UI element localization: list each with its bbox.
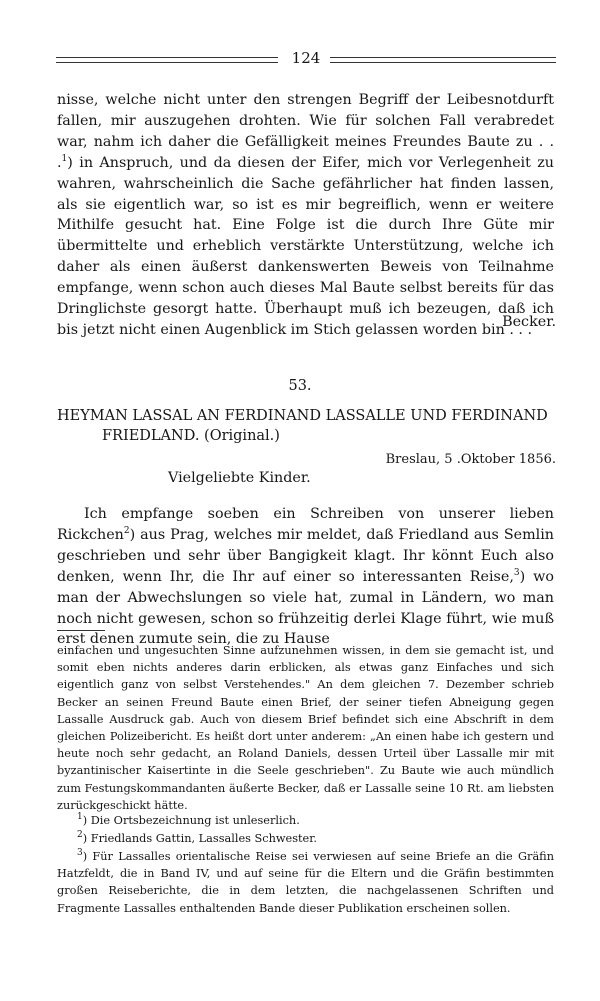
- footnote-ref-1: 1: [61, 153, 68, 164]
- signature: Becker.: [502, 314, 556, 330]
- footnote-3: $^3$) Für Lassalles orientalische Reise sei verwiesen auf seine Briefe an die Gräfin Hatzfeldt, die in Band IV, und auf seine für die Eltern und die Gräfin bestimmten großen Reiseberichte, die in dem letzten, die nachgelassenen Schriften und Fragmente Lassalles enthaltenden Bande dieser Publikation erscheinen sollen.: [57, 848, 554, 915]
- page-number: 124: [291, 49, 321, 67]
- letter-title-line1: HEYMAN LASSAL AN FERDINAND LASSALLE UND FERDINAND: [57, 408, 548, 424]
- footnote-1: $^1$) Die Ortsbezeichnung ist unleserlich.: [77, 812, 300, 827]
- running-header: [52, 48, 556, 68]
- footnote-ref-3: 3: [513, 567, 520, 578]
- footnote-ref-2: 2: [123, 526, 130, 537]
- letter-number: 53.: [288, 378, 312, 394]
- continuation-paragraph: nisse, welche nicht unter den strengen Begriff der Leibesnotdurft fallen, mir auszugehen drohten. Wie für solchen Fall verabredet war, nahm ich daher die Gefälligkeit meines Freundes Baute zu . . .$^1$) in Anspruch, und da diesen der Eifer, mich vor Verlegenheit zu wahren, wahrscheinlich die Sache gefährlicher hat finden lassen, als sie eigentlich war, so ist es mir begreiflich, wenn er weitere Mithilfe gesucht hat. Eine Folge ist die durch Ihre Güte mir übermittelte und erheblich verstärkte Unterstützung, welche ich daher als einen äußerst dankenswerten Beweis von Teilnahme empfange, wenn schon auch dieses Mal Baute selbst bereits für das Dringlichste gesorgt hatte. Überhaupt muß ich bezeugen, daß ich bis jetzt nicht einen Augenblick im Stich gelassen worden bin . . .: [57, 92, 554, 338]
- salutation: Vielgeliebte Kinder.: [168, 470, 311, 486]
- letter-title-line2: FRIEDLAND. (Original.): [102, 428, 280, 444]
- header-rule-right: [330, 57, 556, 63]
- footnote-2: $^2$) Friedlands Gattin, Lassalles Schwester.: [77, 830, 317, 845]
- footnote-continuation: einfachen und ungesuchten Sinne aufzunehmen wissen, in dem sie gemacht ist, und somit eben nichts anderes darin erblicken, als etwas ganz Einfaches und sich eigentlich ganz von selbst Verstehendes." An dem gleichen 7. Dezember schrieb Becker an seinen Freund Baute einen Brief, der seiner tiefen Abneigung gegen Lassalle Ausdruck gab. Auch von diesem Brief befindet sich eine Abschrift in dem gleichen Polizeibericht. Es heißt dort unter anderem: „An einen habe ich gestern und heute noch sehr gedacht, an Roland Daniels, dessen Urteil über Lassalle mir mit byzantinischer Kaisertinte in die Seele geschrieben". Zu Baute wie auch mündlich zum Festungskommandanten äußerte Becker, daß er Lassalle seine 10 Rt. am liebsten zurückgeschickt hätte.: [57, 644, 554, 812]
- place-date: Breslau, 5 .Oktober 1856.: [385, 452, 556, 467]
- letter-body: Ich empfange soeben ein Schreiben von unserer lieben Rickchen$^2$) aus Prag, welches mir meldet, daß Friedland aus Semlin geschrieben und sehr über Bangigkeit klagt. Ihr könnt Euch also denken, wenn Ihr, die Ihr auf einer so interessanten Reise,$^3$) wo man der Abwechslungen so viele hat, zumal in Ländern, wo man noch nicht gewesen, schon so frühzeitig derlei Klage führt, wie muß erst denen zumute sein, die zu Hause: [57, 506, 555, 648]
- footnote-rule: [57, 630, 105, 631]
- header-rule-left: [56, 57, 278, 63]
